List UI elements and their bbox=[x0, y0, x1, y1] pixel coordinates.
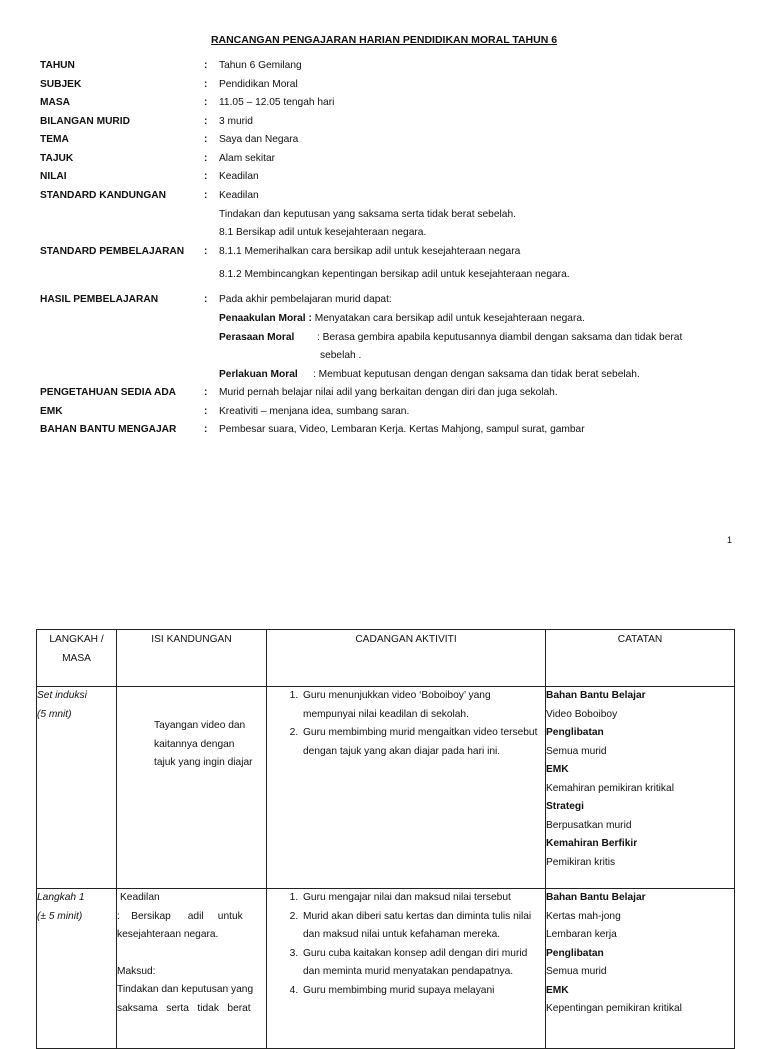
info-value-line: 8.1 Bersikap adil untuk kesejahteraan negara. bbox=[219, 227, 427, 238]
activity-list bbox=[267, 889, 545, 1000]
catatan-cell: Bahan Bantu Belajar Kertas mah-jong Lembaran kerja Penglibatan Semua murid EMK Kepentingan pemikiran kritikal bbox=[546, 889, 735, 1049]
list-item: 4. Guru membimbing murid supaya melayani bbox=[301, 982, 545, 1001]
info-value: Kreativiti – menjana idea, sumbang saran. bbox=[219, 405, 410, 417]
list-item: 2. Murid akan diberi satu kertas dan diminta tulis nilai dan maksud nilai untuk kefahaman mereka. bbox=[301, 908, 545, 945]
perlakuan-label: Perlakuan Moral bbox=[219, 368, 298, 380]
info-value: Tahun 6 Gemilang bbox=[219, 60, 302, 71]
page-title: RANCANGAN PENGAJARAN HARIAN PENDIDIKAN MORAL TAHUN 6 bbox=[210, 34, 558, 46]
info-label: SUBJEK bbox=[40, 78, 82, 90]
info-label: EMK bbox=[40, 405, 63, 417]
list-item: 1. Guru mengajar nilai dan maksud nilai tersebut bbox=[301, 889, 545, 908]
list-item: 2. Guru membimbing murid mengaitkan video tersebut dengan tajuk yang akan diajar pada hari ini. bbox=[301, 724, 545, 761]
info-label: STANDARD PEMBELAJARAN bbox=[40, 245, 185, 257]
table-header-row bbox=[37, 630, 735, 687]
activities-cell bbox=[267, 687, 546, 889]
step-cell: Set induksi (5 mnit) bbox=[37, 687, 117, 889]
info-value: 11.05 – 12.05 tengah hari bbox=[219, 97, 335, 108]
info-value-line: Tindakan dan keputusan yang saksama serta tidak berat sebelah. bbox=[219, 208, 516, 220]
info-label: STANDARD KANDUNGAN bbox=[40, 189, 167, 201]
info-label: TEMA bbox=[40, 134, 69, 145]
header-langkah: LANGKAH / MASA bbox=[37, 630, 117, 687]
penaakulan-text: Menyatakan cara bersikap adil untuk kesejahteraan negara. bbox=[314, 313, 585, 324]
info-value: Saya dan Negara bbox=[219, 134, 299, 145]
header-cadangan: CADANGAN AKTIVITI bbox=[267, 630, 546, 687]
step-cell: Langkah 1 (± 5 minit) bbox=[37, 889, 117, 1049]
lesson-table bbox=[36, 629, 735, 1049]
info-label: PENGETAHUAN SEDIA ADA bbox=[40, 387, 177, 398]
info-label: MASA bbox=[40, 97, 70, 108]
table-row bbox=[37, 889, 735, 1049]
info-label: TAHUN bbox=[40, 60, 75, 71]
document-page: RANCANGAN PENGAJARAN HARIAN PENDIDIKAN MORAL TAHUN 6 TAHUN : Tahun 6 Gemilang SUBJEK : Pendidikan Moral MASA : 11.05 – 12.05 tengah hari BILANGAN MURID : 3 murid TEMA : Saya dan Negara TAJUK : Alam sekitar NILAI : Keadilan STANDARD KANDUNGAN : Keadilan Tindakan dan keputusan yang saksama serta tidak berat sebelah. 8.1 Bersikap adil untuk kesejahteraan negara. STANDARD PEMBELAJARAN : 8.1.1 Memerihalkan cara bersikap adil untuk kesejahteraan negara 8.1.2 Membincangkan kepentingan bersikap adil untuk kesejahteraan negara. HASIL PEMBELAJARAN : Pada akhir pembelajaran murid dapat: Penaakulan Moral : Menyatakan cara bersikap adil untuk kesejahteraan negara. Perasaan Moral : Berasa gembira apabila keputusannya diambil dengan saksama dan tidak berat sebelah . Perlakuan Moral : Membuat keputusan dengan dengan saksama dan tidak berat sebelah. PENGETAHUAN SEDIA ADA : Murid pernah belajar nilai adil yang berkaitan dengan diri dan juga sekolah. EMK : Kreativiti – menjana idea, sumbang saran. BAHAN BANTU MENGAJAR : Pembesar suara, Video, Lembaran Kerja. Kertas Mahjong, sampul surat, gambar 1 LANGKAH / MASA ISI KANDUNGAN CADANGAN AKTIVITI CATATAN Set induksi (5 mnit) Tayangan video dan kaitannya dengan tajuk yang ingin diajar 1. Guru menunjukkan video ‘Boboiboy’ yang mempunyai nilai keadilan di sekolah. 2. Guru membimbing murid mengaitkan video tersebut dengan tajuk yang akan diajar pada hari ini. Bahan Bantu Belajar Video Boboiboy Penglibatan Semua murid EMK Kemahiran pemikiran kritikal Strategi Berpusatkan murid Kemahiran Berfikir Pemikiran kritis Langkah 1 (± 5 minit) Keadilan : Bersikap adil untuk kesejahteraan negara. Maksud: Tindakan dan keputusan yang saksama serta tidak berat 1. Guru mengajar nilai dan maksud nilai tersebut 2. Murid akan diberi satu kertas dan diminta tulis nilai dan maksud nilai untuk kefahaman mereka. 3. Guru cuba kaitakan konsep adil dengan diri murid dan meminta murid menyatakan pendapatnya. 4. Guru membimbing murid supaya melayani Bahan Bantu Belajar Kertas mah-jong Lembaran kerja Penglibatan Semua murid EMK Kepentingan pemikiran kritikal bbox=[0, 0, 768, 1024]
info-value: 3 murid bbox=[219, 115, 253, 127]
info-label: HASIL PEMBELAJARAN bbox=[40, 294, 159, 305]
isi-cell: Tayangan video dan kaitannya dengan tajuk yang ingin diajar bbox=[117, 687, 267, 889]
info-value: Alam sekitar bbox=[219, 152, 276, 164]
info-value: Pembesar suara, Video, Lembaran Kerja. Kertas Mahjong, sampul surat, gambar bbox=[219, 424, 585, 435]
info-value-line: 8.1.2 Membincangkan kepentingan bersikap adil untuk kesejahteraan negara. bbox=[219, 269, 570, 280]
info-label: BAHAN BANTU MENGAJAR bbox=[40, 424, 177, 435]
info-value: Keadilan bbox=[219, 189, 259, 201]
penaakulan-label: Penaakulan Moral : bbox=[219, 313, 312, 324]
list-item: 1. Guru menunjukkan video ‘Boboiboy’ yang mempunyai nilai keadilan di sekolah. bbox=[301, 687, 545, 724]
info-value: 8.1.1 Memerihalkan cara bersikap adil untuk kesejahteraan negara bbox=[219, 245, 521, 257]
info-value: Pada akhir pembelajaran murid dapat: bbox=[219, 294, 392, 305]
info-label: BILANGAN MURID bbox=[40, 115, 130, 127]
perasaan-text: : Berasa gembira apabila keputusannya diambil dengan saksama dan tidak berat bbox=[317, 331, 683, 343]
info-label: NILAI bbox=[40, 171, 67, 182]
activities-cell bbox=[267, 889, 546, 1049]
perlakuan-text: : Membuat keputusan dengan dengan saksama dan tidak berat sebelah. bbox=[313, 368, 640, 380]
isi-cell: Keadilan : Bersikap adil untuk kesejahteraan negara. Maksud: Tindakan dan keputusan yang saksama serta tidak berat bbox=[117, 889, 267, 1049]
info-value: Murid pernah belajar nilai adil yang berkaitan dengan diri dan juga sekolah. bbox=[219, 387, 558, 398]
info-label: TAJUK bbox=[40, 152, 74, 164]
list-item: 3. Guru cuba kaitakan konsep adil dengan diri murid dan meminta murid menyatakan pendapatnya. bbox=[301, 945, 545, 982]
page-number: 1 bbox=[727, 535, 733, 545]
catatan-cell: Bahan Bantu Belajar Video Boboiboy Penglibatan Semua murid EMK Kemahiran pemikiran kritikal Strategi Berpusatkan murid Kemahiran Berfikir Pemikiran kritis bbox=[546, 687, 735, 889]
activity-list bbox=[267, 687, 545, 761]
header-isi: ISI KANDUNGAN bbox=[117, 630, 267, 687]
info-value: Pendidikan Moral bbox=[219, 78, 298, 90]
info-value: Keadilan bbox=[219, 171, 259, 182]
header-catatan: CATATAN bbox=[546, 630, 735, 687]
table-row bbox=[37, 687, 735, 889]
perasaan-label: Perasaan Moral bbox=[219, 331, 295, 343]
perasaan-text-cont: sebelah . bbox=[320, 350, 362, 361]
